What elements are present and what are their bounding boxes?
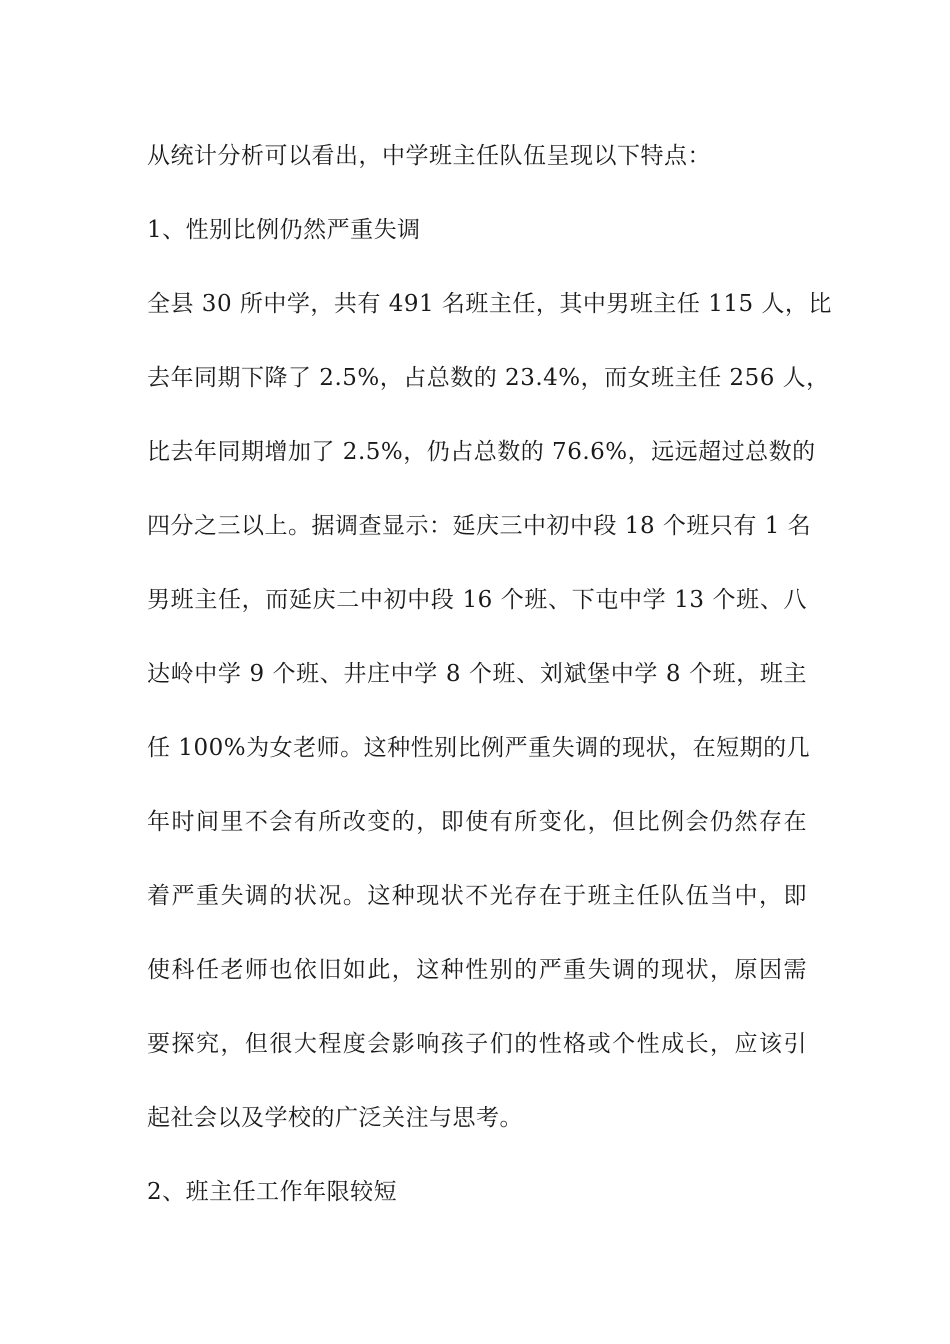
intro-line: 从统计分析可以看出，中学班主任队伍呈现以下特点：	[147, 143, 711, 169]
paragraph-line: 年时间里不会有所改变的，即使有所变化，但比例会仍然存在	[147, 809, 807, 835]
paragraph-line: 着严重失调的状况。这种现状不光存在于班主任队伍当中，即	[147, 883, 807, 909]
paragraph-line: 去年同期下降了 2.5%，占总数的 23.4%，而女班主任 256 人，	[147, 365, 830, 391]
section-heading-gender-ratio: 1、性别比例仍然严重失调	[147, 217, 421, 243]
paragraph-line: 男班主任，而延庆二中初中段 16 个班、下屯中学 13 个班、八	[147, 587, 807, 613]
section-heading-tenure: 2、班主任工作年限较短	[147, 1179, 398, 1205]
paragraph-line: 任 100%为女老师。这种性别比例严重失调的现状，在短期的几	[147, 735, 811, 761]
paragraph-line: 比去年同期增加了 2.5%，仍占总数的 76.6%，远远超过总数的	[147, 439, 816, 465]
paragraph-line: 要探究，但很大程度会影响孩子们的性格或个性成长，应该引	[147, 1031, 807, 1057]
paragraph-line: 四分之三以上。据调查显示：延庆三中初中段 18 个班只有 1 名	[147, 513, 812, 539]
paragraph-line: 达岭中学 9 个班、井庄中学 8 个班、刘斌堡中学 8 个班，班主	[147, 661, 807, 687]
paragraph-line: 全县 30 所中学，共有 491 名班主任，其中男班主任 115 人，比	[147, 291, 832, 317]
paragraph-line: 起社会以及学校的广泛关注与思考。	[147, 1105, 523, 1131]
paragraph-line: 使科任老师也依旧如此，这种性别的严重失调的现状，原因需	[147, 957, 807, 983]
